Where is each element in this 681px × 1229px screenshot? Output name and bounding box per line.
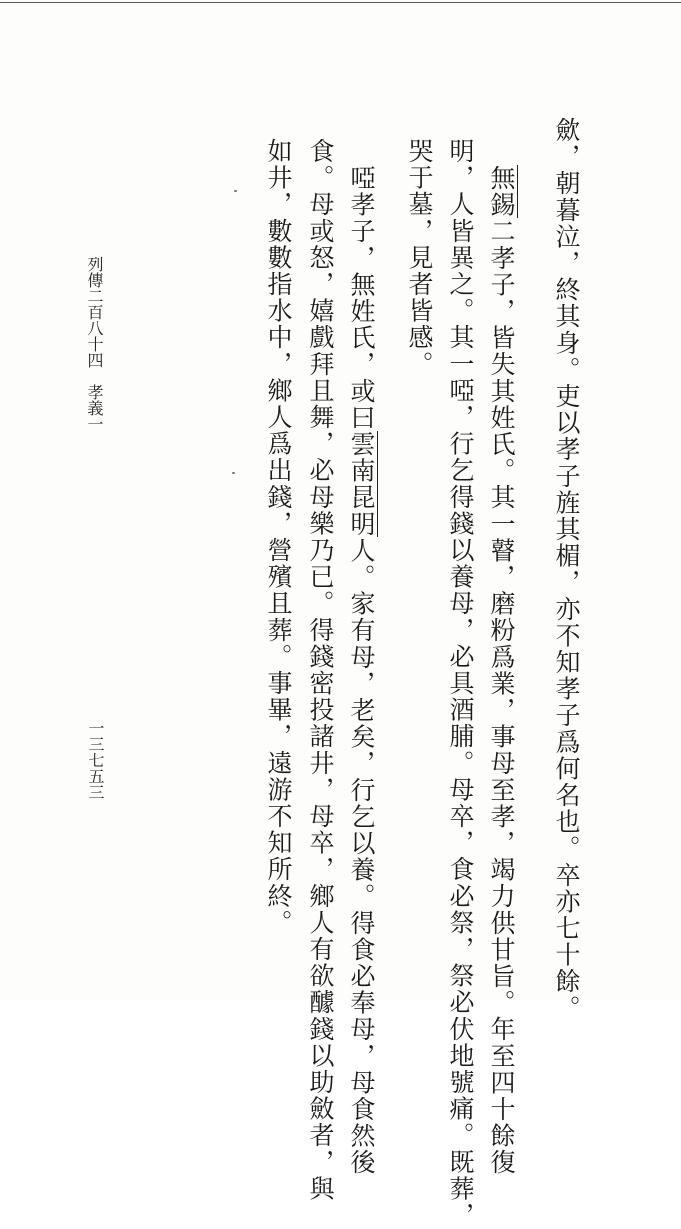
text-column-5	[346, 165, 376, 1176]
text-column-2	[486, 165, 516, 1176]
top-rule	[0, 2, 681, 3]
text-column-4	[404, 138, 434, 377]
text-run: 啞孝子，無姓氏，或曰	[347, 165, 376, 431]
text-column-6	[305, 138, 335, 1202]
text-column-3	[445, 138, 475, 1229]
print-speck	[232, 472, 235, 474]
text-column-7	[263, 138, 293, 936]
text-run: 哭于墓，見者皆感。	[405, 138, 434, 378]
text-run: 二孝子，皆失其姓氏。其一瞽，磨粉爲業，事母至孝，竭力供甘旨。年至四十餘復	[487, 218, 516, 1176]
text-column-1	[551, 117, 581, 1021]
proper-noun-mark: 無錫	[487, 165, 516, 219]
chapter-heading: 列傳二百八十四	[85, 256, 104, 368]
text-run: 人。家有母，老矣，行乞以養。得食必奉母，母食然後	[347, 537, 376, 1176]
text-run: 歛，朝暮泣，終其身。吏以孝子旌其楣，亦不知孝子爲何名也。卒亦七十餘。	[552, 117, 581, 1022]
text-run: 如井，數數指水中，鄉人爲出錢，營殯且葬。事畢，遠游不知所終。	[264, 138, 293, 936]
text-run: 明，人皆異之。其一啞，行乞得錢以養母，必具酒脯。母卒，食必祭，祭必伏地號痛。既葬，	[446, 138, 475, 1229]
print-speck	[234, 190, 237, 192]
proper-noun-mark: 雲南昆明	[347, 431, 376, 538]
section-heading: 孝義一	[85, 384, 104, 432]
page-number: 一三七五三	[86, 720, 105, 800]
text-run: 食。母或怒，嬉戲拜且舞，必母樂乃已。得錢密投諸井，母卒，鄉人有欲醵錢以助斂者，與	[306, 138, 335, 1202]
